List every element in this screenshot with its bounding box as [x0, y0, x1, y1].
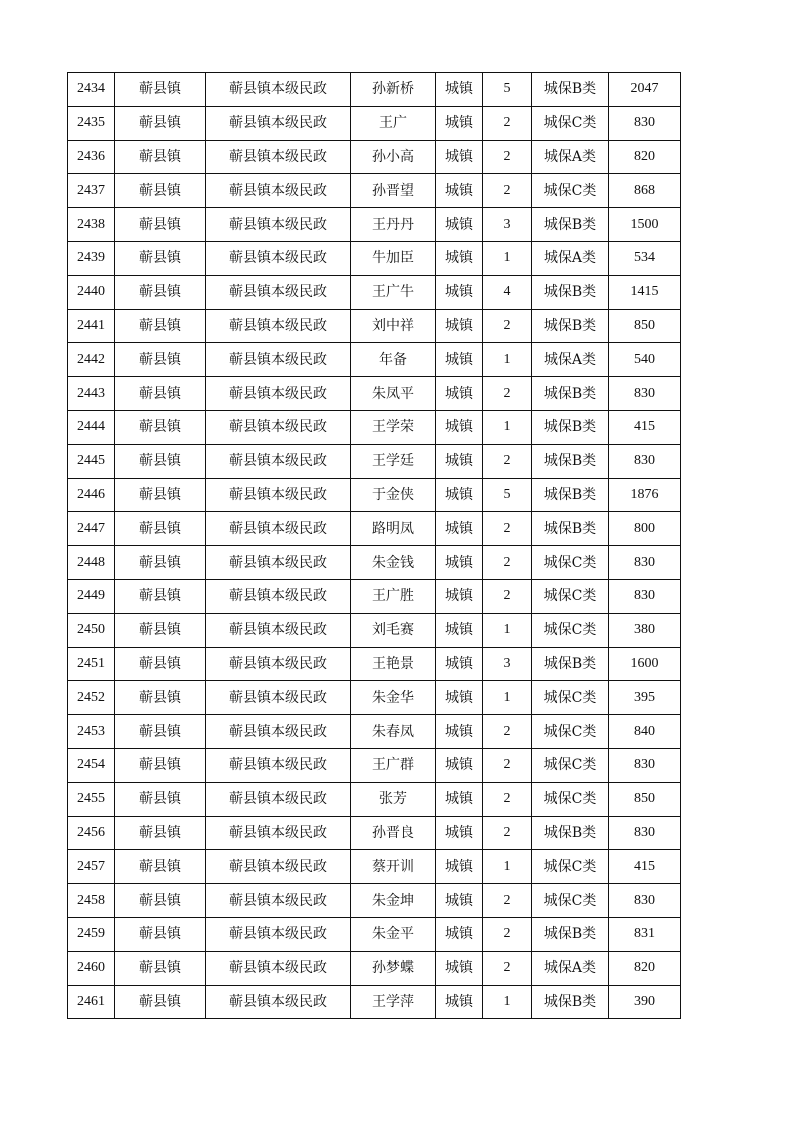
town-cell: 蕲县镇 — [115, 275, 206, 309]
area-type-cell: 城镇 — [436, 241, 483, 275]
household-count-cell: 2 — [483, 106, 532, 140]
area-type-cell: 城镇 — [436, 106, 483, 140]
table-row — [68, 579, 681, 613]
area-type-cell: 城镇 — [436, 647, 483, 681]
household-count-cell: 5 — [483, 73, 532, 107]
table-row — [68, 748, 681, 782]
record-number-cell: 2444 — [68, 410, 115, 444]
table-row — [68, 377, 681, 411]
town-cell: 蕲县镇 — [115, 850, 206, 884]
amount-cell: 1600 — [609, 647, 681, 681]
unit-cell: 蕲县镇本级民政 — [206, 748, 351, 782]
amount-cell: 534 — [609, 241, 681, 275]
amount-cell: 830 — [609, 748, 681, 782]
person-name-cell: 王艳景 — [351, 647, 436, 681]
household-count-cell: 1 — [483, 410, 532, 444]
category-cell: 城保C类 — [532, 715, 609, 749]
town-cell: 蕲县镇 — [115, 917, 206, 951]
person-name-cell: 朱金坤 — [351, 884, 436, 918]
person-name-cell: 朱金华 — [351, 681, 436, 715]
person-name-cell: 牛加臣 — [351, 241, 436, 275]
amount-cell: 2047 — [609, 73, 681, 107]
unit-cell: 蕲县镇本级民政 — [206, 174, 351, 208]
household-count-cell: 1 — [483, 343, 532, 377]
table-row — [68, 985, 681, 1019]
amount-cell: 830 — [609, 579, 681, 613]
unit-cell: 蕲县镇本级民政 — [206, 241, 351, 275]
town-cell: 蕲县镇 — [115, 343, 206, 377]
category-cell: 城保C类 — [532, 106, 609, 140]
amount-cell: 395 — [609, 681, 681, 715]
household-count-cell: 2 — [483, 884, 532, 918]
unit-cell: 蕲县镇本级民政 — [206, 343, 351, 377]
amount-cell: 800 — [609, 512, 681, 546]
record-number-cell: 2434 — [68, 73, 115, 107]
table-row — [68, 275, 681, 309]
category-cell: 城保A类 — [532, 241, 609, 275]
unit-cell: 蕲县镇本级民政 — [206, 579, 351, 613]
area-type-cell: 城镇 — [436, 816, 483, 850]
area-type-cell: 城镇 — [436, 985, 483, 1019]
amount-cell: 830 — [609, 377, 681, 411]
town-cell: 蕲县镇 — [115, 647, 206, 681]
record-number-cell: 2446 — [68, 478, 115, 512]
household-count-cell: 2 — [483, 174, 532, 208]
town-cell: 蕲县镇 — [115, 208, 206, 242]
record-number-cell: 2439 — [68, 241, 115, 275]
area-type-cell: 城镇 — [436, 917, 483, 951]
town-cell: 蕲县镇 — [115, 985, 206, 1019]
household-count-cell: 2 — [483, 546, 532, 580]
area-type-cell: 城镇 — [436, 884, 483, 918]
category-cell: 城保B类 — [532, 985, 609, 1019]
household-count-cell: 2 — [483, 309, 532, 343]
category-cell: 城保B类 — [532, 512, 609, 546]
table-row — [68, 309, 681, 343]
area-type-cell: 城镇 — [436, 613, 483, 647]
amount-cell: 820 — [609, 951, 681, 985]
person-name-cell: 王学萍 — [351, 985, 436, 1019]
table-row — [68, 343, 681, 377]
town-cell: 蕲县镇 — [115, 73, 206, 107]
table-row — [68, 444, 681, 478]
amount-cell: 840 — [609, 715, 681, 749]
category-cell: 城保C类 — [532, 782, 609, 816]
category-cell: 城保B类 — [532, 410, 609, 444]
amount-cell: 831 — [609, 917, 681, 951]
unit-cell: 蕲县镇本级民政 — [206, 275, 351, 309]
record-number-cell: 2457 — [68, 850, 115, 884]
record-number-cell: 2443 — [68, 377, 115, 411]
household-count-cell: 2 — [483, 715, 532, 749]
area-type-cell: 城镇 — [436, 681, 483, 715]
area-type-cell: 城镇 — [436, 343, 483, 377]
unit-cell: 蕲县镇本级民政 — [206, 478, 351, 512]
unit-cell: 蕲县镇本级民政 — [206, 917, 351, 951]
record-number-cell: 2436 — [68, 140, 115, 174]
amount-cell: 1500 — [609, 208, 681, 242]
table-row — [68, 782, 681, 816]
record-number-cell: 2458 — [68, 884, 115, 918]
record-number-cell: 2459 — [68, 917, 115, 951]
table-row — [68, 140, 681, 174]
table-row — [68, 106, 681, 140]
category-cell: 城保C类 — [532, 884, 609, 918]
person-name-cell: 孙晋良 — [351, 816, 436, 850]
amount-cell: 415 — [609, 410, 681, 444]
household-count-cell: 1 — [483, 681, 532, 715]
category-cell: 城保B类 — [532, 377, 609, 411]
category-cell: 城保C类 — [532, 546, 609, 580]
record-number-cell: 2451 — [68, 647, 115, 681]
record-number-cell: 2442 — [68, 343, 115, 377]
document-page — [67, 72, 680, 1019]
amount-cell: 1415 — [609, 275, 681, 309]
table-row — [68, 884, 681, 918]
town-cell: 蕲县镇 — [115, 681, 206, 715]
amount-cell: 850 — [609, 309, 681, 343]
unit-cell: 蕲县镇本级民政 — [206, 444, 351, 478]
amount-cell: 830 — [609, 816, 681, 850]
household-count-cell: 2 — [483, 444, 532, 478]
amount-cell: 850 — [609, 782, 681, 816]
town-cell: 蕲县镇 — [115, 410, 206, 444]
record-number-cell: 2450 — [68, 613, 115, 647]
unit-cell: 蕲县镇本级民政 — [206, 377, 351, 411]
household-count-cell: 2 — [483, 140, 532, 174]
area-type-cell: 城镇 — [436, 951, 483, 985]
record-number-cell: 2454 — [68, 748, 115, 782]
table-row — [68, 512, 681, 546]
person-name-cell: 朱金钱 — [351, 546, 436, 580]
table-row — [68, 546, 681, 580]
household-count-cell: 2 — [483, 748, 532, 782]
area-type-cell: 城镇 — [436, 748, 483, 782]
category-cell: 城保B类 — [532, 208, 609, 242]
person-name-cell: 王广群 — [351, 748, 436, 782]
town-cell: 蕲县镇 — [115, 241, 206, 275]
amount-cell: 415 — [609, 850, 681, 884]
amount-cell: 540 — [609, 343, 681, 377]
table-row — [68, 951, 681, 985]
table-row — [68, 478, 681, 512]
unit-cell: 蕲县镇本级民政 — [206, 106, 351, 140]
record-number-cell: 2438 — [68, 208, 115, 242]
record-number-cell: 2456 — [68, 816, 115, 850]
household-count-cell: 2 — [483, 579, 532, 613]
household-count-cell: 2 — [483, 782, 532, 816]
record-number-cell: 2453 — [68, 715, 115, 749]
amount-cell: 830 — [609, 106, 681, 140]
town-cell: 蕲县镇 — [115, 512, 206, 546]
town-cell: 蕲县镇 — [115, 816, 206, 850]
amount-cell: 390 — [609, 985, 681, 1019]
record-number-cell: 2461 — [68, 985, 115, 1019]
area-type-cell: 城镇 — [436, 208, 483, 242]
category-cell: 城保C类 — [532, 579, 609, 613]
table-row — [68, 613, 681, 647]
table-row — [68, 850, 681, 884]
town-cell: 蕲县镇 — [115, 377, 206, 411]
town-cell: 蕲县镇 — [115, 444, 206, 478]
category-cell: 城保B类 — [532, 275, 609, 309]
household-count-cell: 4 — [483, 275, 532, 309]
household-count-cell: 2 — [483, 816, 532, 850]
person-name-cell: 路明凤 — [351, 512, 436, 546]
record-number-cell: 2449 — [68, 579, 115, 613]
town-cell: 蕲县镇 — [115, 782, 206, 816]
household-count-cell: 1 — [483, 850, 532, 884]
category-cell: 城保C类 — [532, 613, 609, 647]
person-name-cell: 孙晋望 — [351, 174, 436, 208]
record-number-cell: 2460 — [68, 951, 115, 985]
unit-cell: 蕲县镇本级民政 — [206, 546, 351, 580]
category-cell: 城保C类 — [532, 174, 609, 208]
household-count-cell: 2 — [483, 377, 532, 411]
amount-cell: 380 — [609, 613, 681, 647]
person-name-cell: 王学廷 — [351, 444, 436, 478]
town-cell: 蕲县镇 — [115, 546, 206, 580]
table-row — [68, 715, 681, 749]
person-name-cell: 王学荣 — [351, 410, 436, 444]
unit-cell: 蕲县镇本级民政 — [206, 208, 351, 242]
town-cell: 蕲县镇 — [115, 174, 206, 208]
table-row — [68, 208, 681, 242]
amount-cell: 868 — [609, 174, 681, 208]
person-name-cell: 朱金平 — [351, 917, 436, 951]
table-row — [68, 410, 681, 444]
unit-cell: 蕲县镇本级民政 — [206, 647, 351, 681]
area-type-cell: 城镇 — [436, 546, 483, 580]
unit-cell: 蕲县镇本级民政 — [206, 884, 351, 918]
record-number-cell: 2448 — [68, 546, 115, 580]
area-type-cell: 城镇 — [436, 782, 483, 816]
person-name-cell: 孙小高 — [351, 140, 436, 174]
household-count-cell: 3 — [483, 208, 532, 242]
person-name-cell: 张芳 — [351, 782, 436, 816]
table-row — [68, 174, 681, 208]
category-cell: 城保B类 — [532, 816, 609, 850]
person-name-cell: 刘毛赛 — [351, 613, 436, 647]
area-type-cell: 城镇 — [436, 410, 483, 444]
town-cell: 蕲县镇 — [115, 478, 206, 512]
category-cell: 城保B类 — [532, 478, 609, 512]
table-row — [68, 816, 681, 850]
unit-cell: 蕲县镇本级民政 — [206, 613, 351, 647]
person-name-cell: 于金侠 — [351, 478, 436, 512]
person-name-cell: 朱春凤 — [351, 715, 436, 749]
person-name-cell: 王广牛 — [351, 275, 436, 309]
town-cell: 蕲县镇 — [115, 579, 206, 613]
unit-cell: 蕲县镇本级民政 — [206, 985, 351, 1019]
category-cell: 城保B类 — [532, 444, 609, 478]
table-row — [68, 73, 681, 107]
unit-cell: 蕲县镇本级民政 — [206, 512, 351, 546]
household-count-cell: 2 — [483, 917, 532, 951]
town-cell: 蕲县镇 — [115, 715, 206, 749]
household-count-cell: 2 — [483, 951, 532, 985]
person-name-cell: 王广胜 — [351, 579, 436, 613]
person-name-cell: 朱凤平 — [351, 377, 436, 411]
town-cell: 蕲县镇 — [115, 748, 206, 782]
records-table-body — [68, 73, 681, 1019]
area-type-cell: 城镇 — [436, 444, 483, 478]
household-count-cell: 1 — [483, 613, 532, 647]
table-row — [68, 241, 681, 275]
unit-cell: 蕲县镇本级民政 — [206, 73, 351, 107]
unit-cell: 蕲县镇本级民政 — [206, 782, 351, 816]
table-row — [68, 647, 681, 681]
record-number-cell: 2441 — [68, 309, 115, 343]
person-name-cell: 孙梦蝶 — [351, 951, 436, 985]
unit-cell: 蕲县镇本级民政 — [206, 309, 351, 343]
area-type-cell: 城镇 — [436, 174, 483, 208]
area-type-cell: 城镇 — [436, 73, 483, 107]
unit-cell: 蕲县镇本级民政 — [206, 410, 351, 444]
person-name-cell: 年备 — [351, 343, 436, 377]
area-type-cell: 城镇 — [436, 715, 483, 749]
area-type-cell: 城镇 — [436, 275, 483, 309]
unit-cell: 蕲县镇本级民政 — [206, 681, 351, 715]
area-type-cell: 城镇 — [436, 850, 483, 884]
amount-cell: 830 — [609, 884, 681, 918]
household-count-cell: 1 — [483, 985, 532, 1019]
town-cell: 蕲县镇 — [115, 951, 206, 985]
record-number-cell: 2455 — [68, 782, 115, 816]
household-count-cell: 3 — [483, 647, 532, 681]
unit-cell: 蕲县镇本级民政 — [206, 816, 351, 850]
amount-cell: 1876 — [609, 478, 681, 512]
category-cell: 城保B类 — [532, 309, 609, 343]
table-row — [68, 917, 681, 951]
household-count-cell: 1 — [483, 241, 532, 275]
town-cell: 蕲县镇 — [115, 613, 206, 647]
records-table — [67, 72, 681, 1019]
record-number-cell: 2437 — [68, 174, 115, 208]
record-number-cell: 2452 — [68, 681, 115, 715]
record-number-cell: 2445 — [68, 444, 115, 478]
record-number-cell: 2435 — [68, 106, 115, 140]
amount-cell: 820 — [609, 140, 681, 174]
town-cell: 蕲县镇 — [115, 106, 206, 140]
person-name-cell: 孙新桥 — [351, 73, 436, 107]
person-name-cell: 刘中祥 — [351, 309, 436, 343]
unit-cell: 蕲县镇本级民政 — [206, 951, 351, 985]
category-cell: 城保A类 — [532, 343, 609, 377]
town-cell: 蕲县镇 — [115, 309, 206, 343]
category-cell: 城保C类 — [532, 681, 609, 715]
category-cell: 城保C类 — [532, 850, 609, 884]
household-count-cell: 5 — [483, 478, 532, 512]
town-cell: 蕲县镇 — [115, 884, 206, 918]
category-cell: 城保B类 — [532, 917, 609, 951]
table-row — [68, 681, 681, 715]
area-type-cell: 城镇 — [436, 478, 483, 512]
area-type-cell: 城镇 — [436, 140, 483, 174]
area-type-cell: 城镇 — [436, 579, 483, 613]
town-cell: 蕲县镇 — [115, 140, 206, 174]
unit-cell: 蕲县镇本级民政 — [206, 140, 351, 174]
amount-cell: 830 — [609, 444, 681, 478]
area-type-cell: 城镇 — [436, 512, 483, 546]
household-count-cell: 2 — [483, 512, 532, 546]
area-type-cell: 城镇 — [436, 309, 483, 343]
category-cell: 城保B类 — [532, 73, 609, 107]
person-name-cell: 王丹丹 — [351, 208, 436, 242]
unit-cell: 蕲县镇本级民政 — [206, 715, 351, 749]
record-number-cell: 2447 — [68, 512, 115, 546]
category-cell: 城保C类 — [532, 748, 609, 782]
unit-cell: 蕲县镇本级民政 — [206, 850, 351, 884]
record-number-cell: 2440 — [68, 275, 115, 309]
area-type-cell: 城镇 — [436, 377, 483, 411]
amount-cell: 830 — [609, 546, 681, 580]
category-cell: 城保A类 — [532, 140, 609, 174]
person-name-cell: 蔡开训 — [351, 850, 436, 884]
person-name-cell: 王广 — [351, 106, 436, 140]
category-cell: 城保B类 — [532, 647, 609, 681]
category-cell: 城保A类 — [532, 951, 609, 985]
